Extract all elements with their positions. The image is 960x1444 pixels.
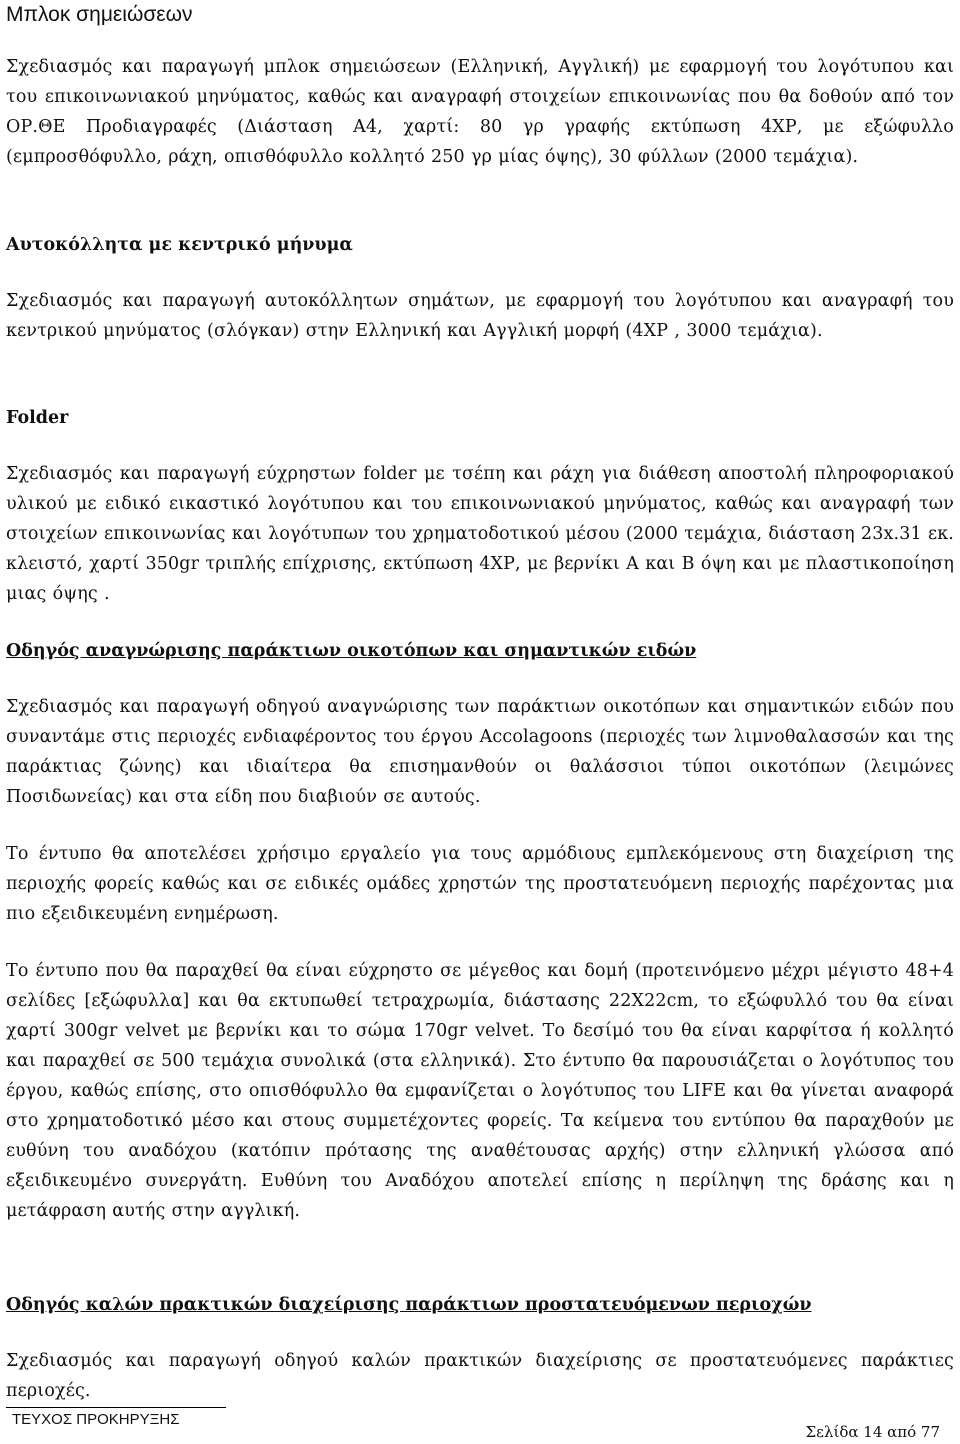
footer-document-label: ΤΕΥΧΟΣ ΠΡΟΚΗΡΥΞΗΣ <box>12 1411 180 1428</box>
guide-paragraph-1: Σχεδιασμός και παραγωγή οδηγού αναγνώρισης των παράκτιων οικοτόπων και σημαντικών ειδών που συναντάμε στις περιοχές ενδιαφέροντος του έργου Accolagoons (περιοχές των λιμνοθαλασσών και της παράκτιας ζώνης) και ιδιαίτερα θα επισημανθούν οι θαλάσσιοι τύποι οικοτόπων (λειμώνες Ποσιδωνείας) και στα είδη που διαβιούν σε αυτούς. <box>6 697 954 807</box>
guide-paragraph-2: Το έντυπο θα αποτελέσει χρήσιμο εργαλείο για τους αρμόδιους εμπλεκόμενους στη διαχείριση της περιοχής φορείς καθώς και σε ειδικές ομάδες χρηστών της προστατευόμενη περιοχής παρέχοντας μια πιο εξειδικευμένη ενημέρωση. <box>6 844 954 924</box>
footer-divider <box>6 1407 226 1408</box>
folder-heading: Folder <box>6 408 69 428</box>
practices-heading: Οδηγός καλών πρακτικών διαχείρισης παράκτιων προστατευόμενων περιοχών <box>6 1295 812 1315</box>
guide-paragraph-3: Το έντυπο που θα παραχθεί θα είναι εύχρηστο σε μέγεθος και δομή (προτεινόμενο μέχρι μέγιστο 48+4 σελίδες [εξώφυλλα] και θα εκτυπωθεί τετραχρωμία, διάστασης 22Χ22cm, το εξώφυλλό του θα είναι χαρτί 300gr velvet με βερνίκι και το σώμα 170gr velvet. Το δεσίμό του θα είναι καρφίτσα ή κολλητό και παραχθεί σε 500 τεμάχια συνολικά (στα ελληνικά). Στο έντυπο θα παρουσιάζεται ο λογότυπος του έργου, καθώς επίσης, στο οπισθόφυλλο θα εμφανίζεται ο λογότυπος του LIFE και θα γίνεται αναφορά στο χρηματοδοτικό μέσο και στους συμμετέχοντες φορείς. Τα κείμενα του εντύπου θα παραχθούν με ευθύνη του αναδόχου (κατόπιν πρότασης της αναθέτουσας αρχής) στην ελληνική γλώσσα από εξειδικευμένο συνεργάτη. Ευθύνη του Αναδόχου αποτελεί επίσης η περίληψη της δράσης και η μετάφραση αυτής στην αγγλική. <box>6 961 954 1221</box>
folder-description: Σχεδιασμός και παραγωγή εύχρηστων folder με τσέπη και ράχη για διάθεση αποστολή πληροφοριακού υλικού με ειδικό εικαστικό λογότυπου και του επικοινωνιακού μηνύματος, καθώς και αναγραφή των στοιχείων επικοινωνίας και λογότυπων του χρηματοδοτικού μέσου (2000 τεμάχια, διάσταση 23x.31 εκ. κλειστό, χαρτί 350gr τριπλής επίχρισης, εκτύπωση 4ΧΡ, με βερνίκι Α και Β όψη και με πλαστικοποίηση μιας όψης . <box>6 464 955 604</box>
notebook-description: Σχεδιασμός και παραγωγή μπλοκ σημειώσεων (Ελληνική, Αγγλική) με εφαρμογή του λογότυπου και του επικοινωνιακού μηνύματος, καθώς και αναγραφή στοιχείων επικοινωνίας που θα δοθούν από τον ΟΡ.ΘΕ Προδιαγραφές (Διάσταση Α4, χαρτί: 80 γρ γραφής εκτύπωση 4ΧΡ, με εξώφυλλο (εμπροσθόφυλλο, ράχη, οπισθόφυλλο κολλητό 250 γρ μίας όψης), 30 φύλλων (2000 τεμάχια). <box>6 57 954 167</box>
practices-description: Σχεδιασμός και παραγωγή οδηγού καλών πρακτικών διαχείρισης σε προστατευόμενες παράκτιες περιοχές. <box>6 1351 954 1401</box>
guide-heading: Οδηγός αναγνώρισης παράκτιων οικοτόπων και σημαντικών ειδών <box>6 641 697 661</box>
stickers-heading: Αυτοκόλλητα με κεντρικό μήνυμα <box>6 235 353 255</box>
document-page <box>6 0 955 1401</box>
page-title: Μπλοκ σημειώσεων <box>6 3 193 26</box>
stickers-description: Σχεδιασμός και παραγωγή αυτοκόλλητων σημάτων, με εφαρμογή του λογότυπου και αναγραφή του κεντρικού μηνύματος (σλόγκαν) στην Ελληνική και Αγγλική μορφή (4ΧΡ , 3000 τεμάχια). <box>6 291 954 341</box>
footer-page-number: Σελίδα 14 από 77 <box>805 1423 940 1441</box>
